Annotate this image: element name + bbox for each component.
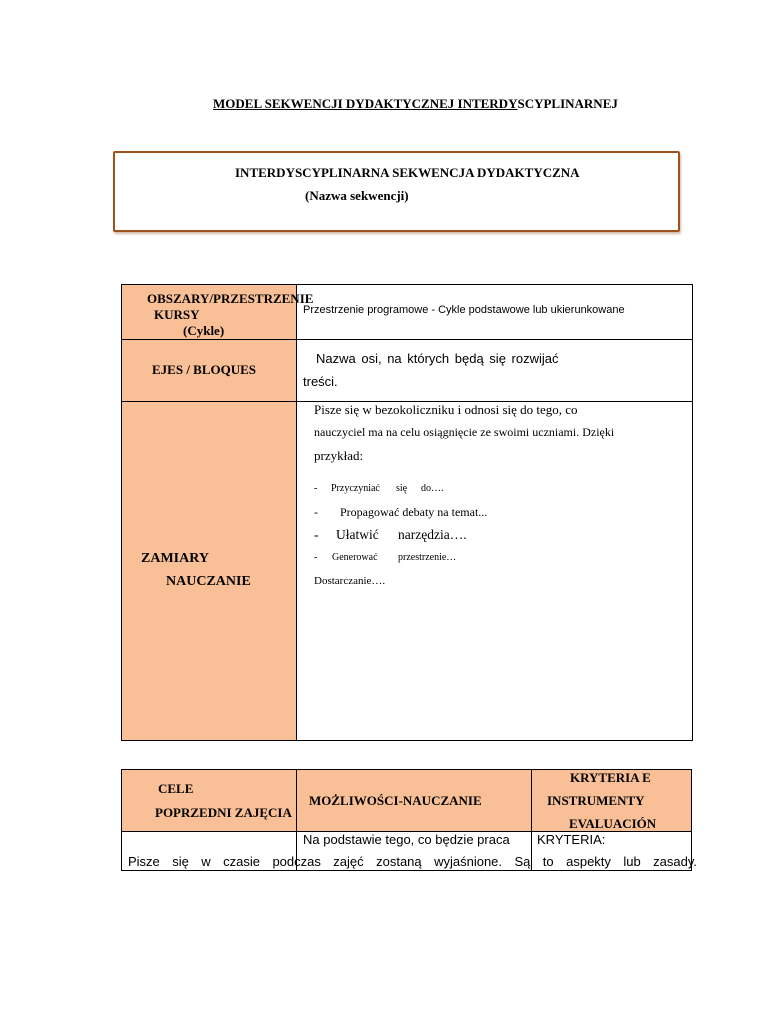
list-item-word: Przyczyniać xyxy=(331,483,380,494)
row3-para-line3: przykład: xyxy=(314,448,364,463)
list-item xyxy=(314,552,457,563)
header-kryteria-line1: KRYTERIA E xyxy=(570,770,651,785)
list-item xyxy=(314,483,444,494)
row2-content-line1: Nazwa osi, na których będą się rozwijać xyxy=(316,351,559,366)
body-overflow-line: Pisze się w czasie podczas zajęć zostaną wyjaśnione. Są to aspekty lub zasady. xyxy=(128,854,697,869)
row3-para-line2: nauczyciel ma na celu osiągnięcie ze swoimi uczniami. Dzięki xyxy=(314,425,615,439)
row2-label: EJES / BLOQUES xyxy=(152,362,257,377)
list-item-word: Ułatwić xyxy=(336,527,379,542)
list-item-word: narzędzia…. xyxy=(398,527,467,542)
body-mozliwosci-line1: Na podstawie tego, co będzie praca xyxy=(303,832,510,847)
list-item-word: się xyxy=(396,483,408,494)
list-item-dash: - xyxy=(314,505,318,519)
row3-label-cell xyxy=(121,401,297,741)
row3-para-line1: Pisze się w bezokoliczniku i odnosi się do tego, co xyxy=(314,402,578,417)
row3-last-line: Dostarczanie…. xyxy=(314,575,386,587)
row1-label-line1: OBSZARY/PRZESTRZENIE xyxy=(147,291,314,306)
row1-content-text: Przestrzenie programowe - Cykle podstawowe lub ukierunkowane xyxy=(303,304,625,316)
body-kryteria-line1: KRYTERIA: xyxy=(537,832,606,847)
list-item-word: Propagować debaty na temat... xyxy=(340,505,488,519)
header-cele-line1: CELE xyxy=(158,781,194,796)
header-kryteria-line3: EVALUACIÓN xyxy=(569,816,657,831)
list-item xyxy=(314,527,467,543)
row3-label-line1: ZAMIARY xyxy=(141,551,209,566)
list-item-dash: - xyxy=(314,483,318,494)
list-item xyxy=(314,505,488,520)
list-item-word: przestrzenie… xyxy=(398,552,457,563)
row2-content-line2: treści. xyxy=(303,374,338,389)
row3-label-line2: NAUCZANIE xyxy=(166,574,251,589)
header-cele-line2: POPRZEDNI ZAJĘCIA xyxy=(155,805,292,820)
row1-label-line3: (Cykle) xyxy=(183,323,225,338)
list-item-dash: - xyxy=(314,552,318,563)
header-cell-cele xyxy=(121,769,297,832)
row1-label-line2: KURSY xyxy=(154,307,200,322)
list-item-word: Generować xyxy=(332,552,378,563)
document-title-underlined: MODEL SEKWENCJI DYDAKTYCZNEJ INTERDY xyxy=(213,96,518,111)
row2-content-cell xyxy=(296,339,693,402)
list-item-dash: - xyxy=(314,527,319,542)
sequence-subtitle: (Nazwa sekwencji) xyxy=(305,188,409,203)
header-mozliwosci: MOŻLIWOŚCI-NAUCZANIE xyxy=(309,793,482,808)
document-title-rest: SCYPLINARNEJ xyxy=(517,96,618,111)
header-kryteria-line2: INSTRUMENTY xyxy=(547,793,645,808)
document-title xyxy=(213,96,618,112)
sequence-title: INTERDYSCYPLINARNA SEKWENCJA DYDAKTYCZNA xyxy=(235,165,580,180)
list-item-word: do…. xyxy=(421,483,444,494)
